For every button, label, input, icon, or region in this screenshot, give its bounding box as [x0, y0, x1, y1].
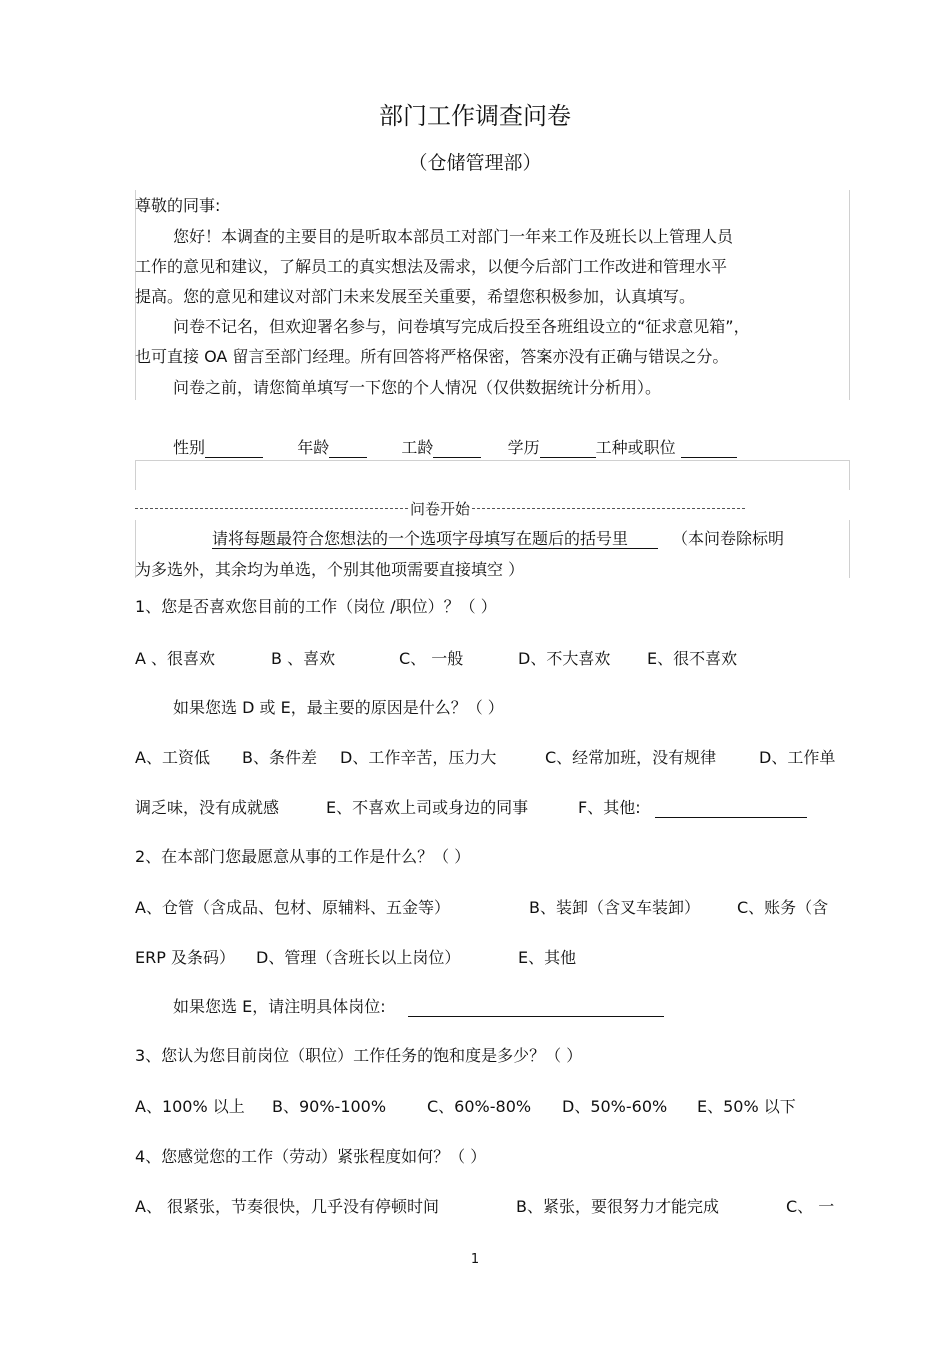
q2-option-b: B、装卸（含叉车装卸）: [529, 898, 700, 917]
q1-option-e: E、很不喜欢: [647, 649, 738, 668]
gender-label: 性别: [173, 438, 206, 457]
question-4: 4、您感觉您的工作（劳动）紧张程度如何？（ ）: [135, 1147, 487, 1166]
q1-reason-d2-cont: 调乏味，没有成就感: [135, 798, 280, 817]
intro-paragraph-1-line-3: 提高。您的意见和建议对部门未来发展至关重要，希望您积极参加，认真填写。: [135, 287, 696, 306]
page-number: 1: [470, 1252, 480, 1267]
q1-reason-d1: D、工作辛苦，压力大: [340, 748, 497, 767]
divider-dash-right: [472, 508, 745, 509]
age-field[interactable]: [329, 441, 367, 458]
page-title: 部门工作调查问卷: [379, 102, 571, 130]
position-label: 工种或职位: [595, 438, 676, 457]
divider-label: 问卷开始: [410, 500, 471, 518]
q2-option-c: C、账务（含: [737, 898, 829, 917]
personal-box-top-border: [135, 460, 850, 461]
q1-reason-a: A、工资低: [135, 748, 210, 767]
instruction-underlined: 请将每题最符合您想法的一个选项字母填写在题后的括号里: [212, 529, 629, 548]
age-label: 年龄: [297, 438, 330, 457]
intro-paragraph-3: 问卷之前，请您简单填写一下您的个人情况（仅供数据统计分析用）。: [173, 378, 662, 397]
page-subtitle: （仓储管理部）: [408, 152, 542, 174]
q3-option-e: E、50% 以下: [697, 1097, 796, 1116]
intro-paragraph-1-line-2: 工作的意见和建议，了解员工的真实想法及需求，以便今后部门工作改进和管理水平: [135, 257, 728, 276]
position-field[interactable]: [681, 441, 737, 458]
education-field[interactable]: [540, 441, 596, 458]
intro-box-right-border: [849, 190, 850, 400]
q2-option-c-cont: ERP 及条码）: [135, 948, 235, 967]
intro-paragraph-2-line-2: 也可直接 OA 留言至部门经理。所有回答将严格保密，答案亦没有正确与错误之分。: [135, 347, 729, 366]
q1-reason-e: E、不喜欢上司或身边的同事: [326, 798, 529, 817]
questionnaire-start-divider: [135, 498, 745, 519]
seniority-field[interactable]: [433, 441, 481, 458]
seniority-label: 工龄: [401, 438, 434, 457]
question-2: 2、在本部门您最愿意从事的工作是什么？（ ）: [135, 847, 471, 866]
instruction-line-1: [212, 529, 784, 549]
instruction-line-2: 为多选外，其余均为单选，个别其他项需要直接填空 ）: [135, 560, 525, 579]
instruction-underline-tail: [628, 532, 658, 549]
divider-dash-left: [135, 508, 408, 509]
q3-option-d: D、50%-60%: [562, 1097, 668, 1116]
intro-paragraph-1-line-1: 您好！本调查的主要目的是听取本部员工对部门一年来工作及班长以上管理人员: [173, 227, 734, 246]
q2-option-a: A、仓管（含成品、包材、原辅料、五金等）: [135, 898, 450, 917]
gender-field[interactable]: [205, 441, 263, 458]
q4-option-b: B、紧张，要很努力才能完成: [516, 1197, 719, 1216]
q2-followup-label: 如果您选 E，请注明具体岗位:: [173, 997, 386, 1016]
education-label: 学历: [507, 438, 540, 457]
q1-reason-d2: D、工作单: [759, 748, 836, 767]
q1-reason-b: B、条件差: [242, 748, 317, 767]
q2-option-e: E、其他: [518, 948, 577, 967]
q1-option-c: C、 一般: [399, 649, 464, 668]
q4-option-a: A、 很紧张，节奏很快，几乎没有停顿时间: [135, 1197, 440, 1216]
q4-option-c: C、 一: [786, 1197, 835, 1216]
q3-option-a: A、100% 以上: [135, 1097, 245, 1116]
personal-info-row: [173, 438, 737, 458]
personal-box-right-border: [849, 460, 850, 490]
q3-option-c: C、60%-80%: [427, 1097, 532, 1116]
q1-other-field[interactable]: [655, 801, 807, 818]
instruction-box-right-border: [849, 520, 850, 578]
q1-option-d: D、不大喜欢: [518, 649, 611, 668]
personal-box-left-border: [135, 460, 136, 490]
q1-followup: 如果您选 D 或 E，最主要的原因是什么？（ ）: [173, 698, 504, 717]
greeting: 尊敬的同事:: [135, 196, 221, 215]
q1-reason-f-label: F、其他:: [578, 798, 641, 817]
question-3: 3、您认为您目前岗位（职位）工作任务的饱和度是多少？（ ）: [135, 1046, 583, 1065]
q2-position-field[interactable]: [408, 1000, 664, 1017]
instruction-rest: （本问卷除标明: [672, 529, 785, 548]
q2-followup: [173, 997, 664, 1017]
q1-reason-f: [578, 798, 807, 818]
q1-reason-c: C、经常加班，没有规律: [545, 748, 717, 767]
q3-option-b: B、90%-100%: [272, 1097, 387, 1116]
q1-option-b: B 、喜欢: [271, 649, 336, 668]
intro-paragraph-2-line-1: 问卷不记名，但欢迎署名参与，问卷填写完成后投至各班组设立的“征求意见箱”，: [173, 317, 750, 336]
question-1: 1、您是否喜欢您目前的工作（岗位 /职位）？（ ）: [135, 597, 497, 616]
q1-option-a: A 、很喜欢: [135, 649, 216, 668]
q2-option-d: D、管理（含班长以上岗位）: [256, 948, 461, 967]
